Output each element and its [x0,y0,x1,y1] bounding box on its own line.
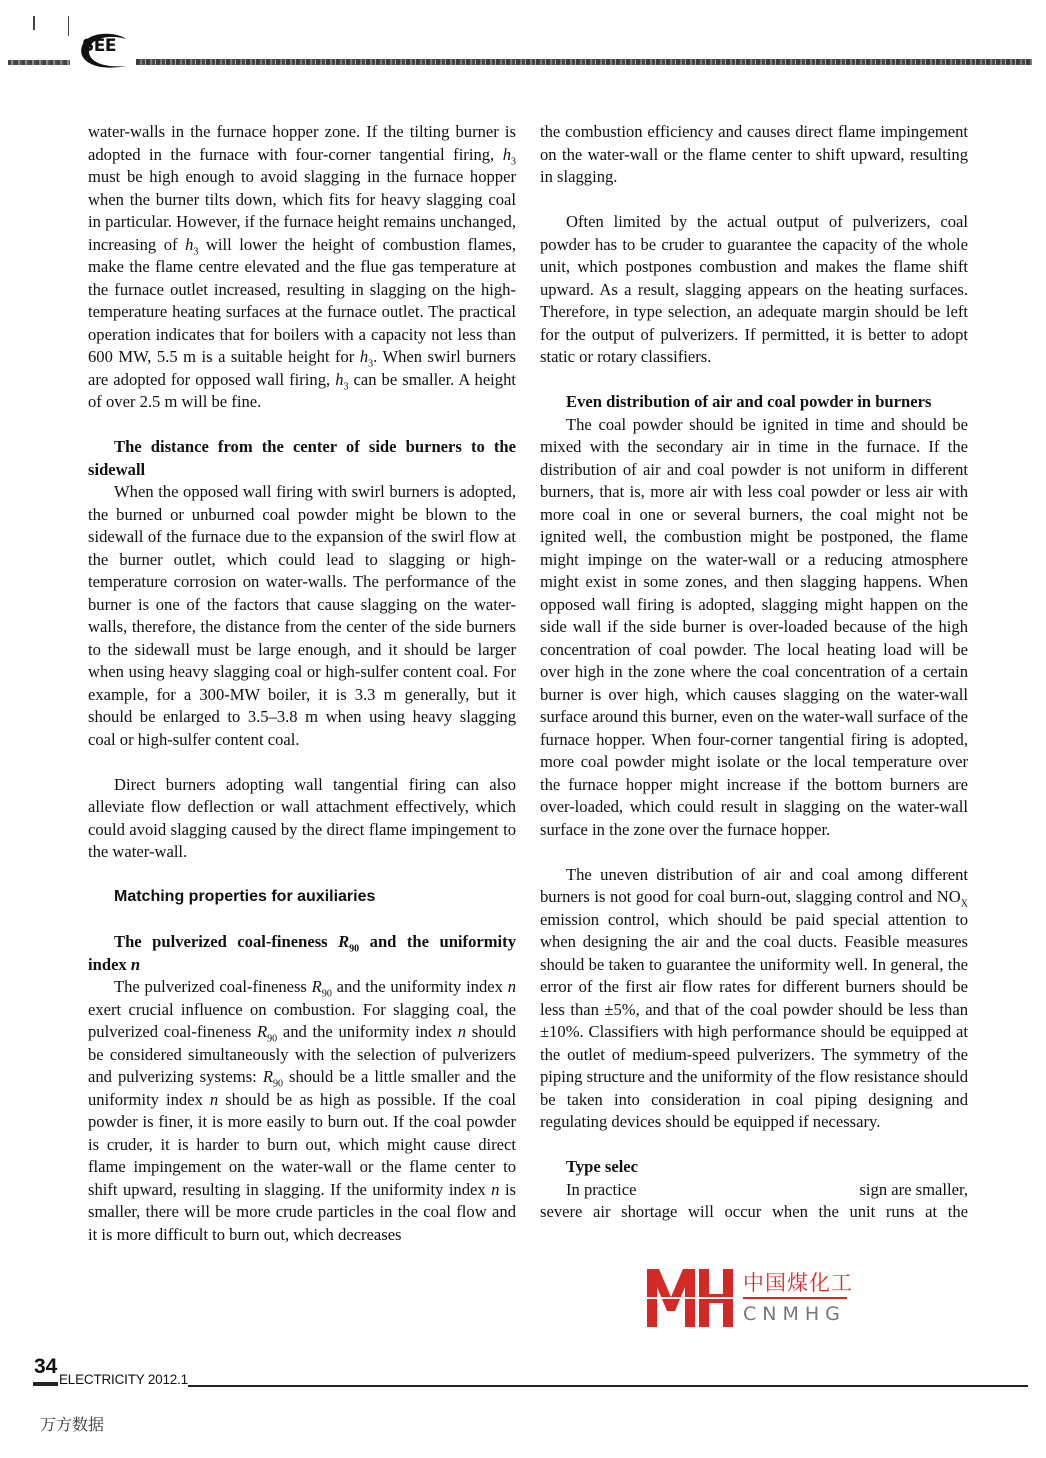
subsection-heading: The distance from the center of side burners to the sidewall [88,437,516,479]
paragraph: The uneven distribution of air and coal among different burners is not good for coal burn-out, slagging control and $NO_X$ emission control, which should be paid special attention to when designing the air and the coal ducts. Feasible measures should be taken to guarantee the uniformity well. In general, the error of the first air flow rates for different burners should be less than ±5%, and that of the coal powder should be less than ±10%. Classifiers with high performance should be equipped at the outlet of medium-speed pulverizers. The symmetry of the piping structure and the uniformity of the flow resistance should be taken into consideration in coal piping designing and regulating devices should be equipped if necessary. [540,864,968,1131]
watermark-english-text: CNMHG [743,1303,846,1325]
paragraph-partial: severe air shortage will occur when the unit runs at the [540,1202,968,1221]
paragraph: The coal powder should be ignited in time and should be mixed with the secondary air in time in the furnace. If the distribution of air and coal powder is not uniform in different burners, that is, more air with less coal powder or less air with more coal in one or several burners, the coal might not be ignited well, the combustion might be postponed, the flame might impinge on the water-wall or a reducing atmosphere might exist in some zones, and then slagging happens. When opposed wall firing is adopted, slagging might happen on the side wall if the side burner is over-loaded because of the high concentration of coal powder. The local heating load will be over high in the zone where the coal concentration of a certain burner is over high, which causes slagging on the water-wall surface around this burner, even on the water-wall surface of the furnace hopper. When four-corner tangential firing is adopted, more coal powder might isolate or the local temperature over the furnace hopper might increase if the bottom burners are over-loaded, which could result in slagging on the water-wall surface in the zone over the furnace hopper. [540,414,968,839]
page-number-bar [33,1382,58,1386]
paragraph: water-walls in the furnace hopper zone. If the tilting burner is adopted in the furnace with four-corner tangential firing, $h_3$ must be high enough to avoid slagging in the furnace hopper when the burner tilts down, which fits for heavy slagging coal in particular. However, if the furnace height remains unchanged, increasing of $h_3$ will lower the height of combustion flames, make the flame centre elevated and the flue gas temperature at the furnace outlet increased, resulting in slagging on the high-temperature heating surfaces at the furnace outlet. The practical operation indicates that for boilers with a capacity not less than 600 MW, 5.5 m is a suitable height for $h_3$. When swirl burners are adopted for opposed wall firing, $h_3$ can be smaller. A height of over 2.5 m will be fine. [88,122,516,411]
header-ornament-right [68,16,69,36]
paragraph: The pulverized coal-fineness $R_{90}$ and the uniformity index n exert crucial influence on combustion. For slagging coal, the pulverized coal-fineness $R_{90}$ and the uniformity index n should be considered simultaneously with the selection of pulverizers and pulverizing systems: $R_{90}$ should be a little smaller and the uniformity index n should be as high as possible. If the coal powder is finer, it is more easily to burn out. If the coal powder is cruder, it is harder to burn out, which might cause direct flame impingement on the water-wall or the flame center to shift upward, resulting in slagging. If the uniformity index n is smaller, there will be more crude particles in the coal flow and it is more difficult to burn out, which decreases [88,977,517,1244]
subsection-heading: The pulverized coal-fineness $R_{90}$ and the uniformity index n [88,932,516,974]
logo-text: SEE [82,36,116,56]
page-footer [0,1355,1046,1395]
header-ornament-left [33,16,35,30]
paragraph: the combustion efficiency and causes direct flame impingement on the water-wall or the flame center to shift upward, resulting in slagging. [540,122,968,186]
page-number: 34 [34,1355,58,1378]
paragraph: Often limited by the actual output of pulverizers, coal powder has to be cruder to guarantee the capacity of the whole unit, which postpones combustion and makes the flame shift upward. As a result, slagging appears on the heating surfaces. Therefore, in type selection, an adequate margin should be left for the output of pulverizers. If permitted, it is better to adopt static or rotary classifiers. [540,212,968,366]
paragraph: Direct burners adopting wall tangential firing can also alleviate flow deflection or wall attachment effectively, which could avoid slagging caused by the direct flame impingement to the water-wall. [88,774,516,861]
watermark-divider [743,1297,847,1299]
watermark-chinese-text: 中国煤化工 [743,1267,855,1297]
section-heading: Matching properties for auxiliaries [114,888,376,905]
page-header [0,0,1046,80]
source-label: 万方数据 [40,1415,105,1434]
paragraph: When the opposed wall firing with swirl burners is adopted, the burned or unburned coal powder might be blown to the sidewall of the furnace due to the expansion of the swirl flow at the burner outlet, which could lead to slagging or high-temperature corrosion on water-walls. The performance of the burner is one of the factors that cause slagging on the water-walls, therefore, the distance from the center of the side burners to the sidewall must be large enough, and it should be larger when using heavy slagging coal or high-sulfer content coal. For example, for a 300-MW boiler, it is 3.3 m generally, but it should be enlarged to 3.5–3.8 m when using heavy slagging coal or high-sulfer content coal. [88,482,516,749]
cnmhg-watermark [645,1267,965,1341]
cnmhg-logo-icon [645,1267,735,1329]
subsection-heading: Type selec [566,1157,639,1176]
right-column [540,121,968,1224]
header-rule-right [136,59,1032,65]
subsection-heading: Even distribution of air and coal powder in burners [566,392,932,411]
header-rule-left [8,60,70,65]
footer-rule [188,1385,1028,1387]
paragraph-partial: In practice sign are smaller, [566,1179,968,1199]
left-column [88,121,516,1246]
journal-issue: ELECTRICITY 2012.1 [59,1372,188,1387]
